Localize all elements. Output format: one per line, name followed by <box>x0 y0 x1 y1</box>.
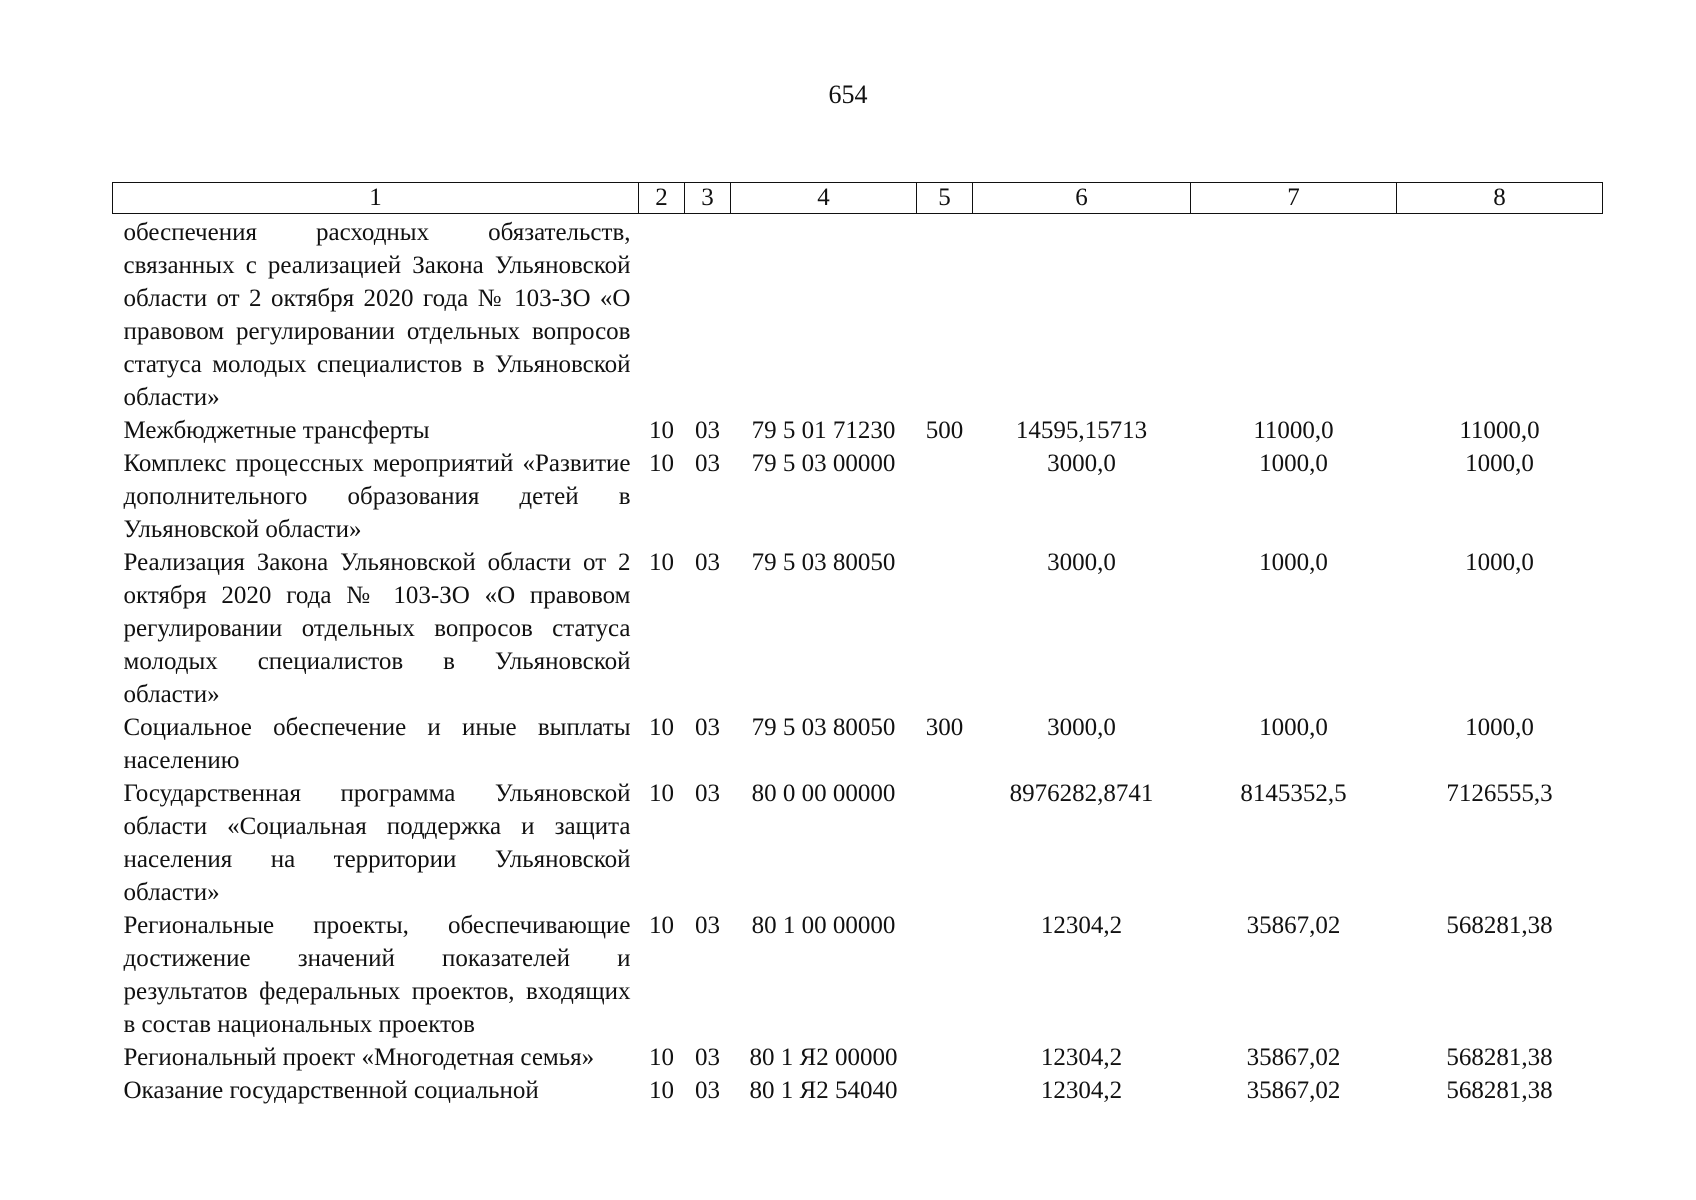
amount-col8-cell: 568281,38 <box>1446 1077 1553 1104</box>
amount-col6-cell: 14595,15713 <box>1015 417 1148 444</box>
table-row <box>113 546 1603 711</box>
row-name-cell: Региональный проект «Многодетная семья» <box>123 1044 595 1071</box>
subsection-code-cell: 03 <box>695 912 720 939</box>
table-row <box>113 447 1603 546</box>
amount-col8-cell <box>1397 214 1603 415</box>
column-header-5: 5 <box>917 183 973 214</box>
target-article-cell: 79 5 03 00000 <box>751 450 896 477</box>
amount-col8-cell: 1000,0 <box>1465 450 1534 477</box>
amount-col7-cell: 35867,02 <box>1246 1077 1341 1104</box>
subsection-code-cell: 03 <box>695 450 720 477</box>
section-code-cell: 10 <box>649 549 674 576</box>
table-header-row <box>113 183 1603 214</box>
subsection-code-cell <box>685 214 731 415</box>
amount-col6-cell: 3000,0 <box>1047 450 1116 477</box>
subsection-code-cell: 03 <box>695 780 720 807</box>
amount-col7-cell <box>1191 214 1397 415</box>
table-row <box>113 214 1603 415</box>
expense-type-cell: 500 <box>925 417 964 444</box>
column-header-2: 2 <box>639 183 685 214</box>
amount-col8-cell: 1000,0 <box>1465 549 1534 576</box>
section-code-cell: 10 <box>649 714 674 741</box>
column-header-4: 4 <box>731 183 917 214</box>
amount-col7-cell: 35867,02 <box>1246 1044 1341 1071</box>
section-code-cell: 10 <box>649 912 674 939</box>
section-code-cell: 10 <box>649 1044 674 1071</box>
subsection-code-cell: 03 <box>695 1077 720 1104</box>
column-header-7: 7 <box>1191 183 1397 214</box>
target-article-cell: 80 0 00 00000 <box>751 780 896 807</box>
amount-col6-cell: 12304,2 <box>1040 1044 1123 1071</box>
column-header-3: 3 <box>685 183 731 214</box>
row-name-cell: Социальное обеспечение и иные выплаты населению <box>123 714 631 774</box>
amount-col7-cell: 1000,0 <box>1259 450 1328 477</box>
table-body <box>113 214 1603 1108</box>
expense-type-cell <box>917 546 973 711</box>
target-article-cell: 80 1 Я2 54040 <box>749 1077 898 1104</box>
amount-col7-cell: 11000,0 <box>1253 417 1334 444</box>
budget-table <box>112 182 1603 1107</box>
expense-type-cell <box>917 1074 973 1107</box>
target-article-cell: 80 1 00 00000 <box>751 912 896 939</box>
amount-col8-cell: 568281,38 <box>1446 1044 1553 1071</box>
row-name-cell: Межбюджетные трансферты <box>123 417 430 444</box>
section-code-cell: 10 <box>649 1077 674 1104</box>
expense-type-cell: 300 <box>925 714 964 741</box>
expense-type-cell <box>917 909 973 1041</box>
amount-col8-cell: 11000,0 <box>1459 417 1540 444</box>
column-header-8: 8 <box>1397 183 1603 214</box>
expense-type-cell <box>917 1041 973 1074</box>
table-row <box>113 1041 1603 1074</box>
amount-col7-cell: 1000,0 <box>1259 549 1328 576</box>
section-code-cell: 10 <box>649 450 674 477</box>
section-code-cell: 10 <box>649 417 674 444</box>
expense-type-cell <box>917 777 973 909</box>
section-code-cell <box>639 214 685 415</box>
table-row <box>113 777 1603 909</box>
subsection-code-cell: 03 <box>695 549 720 576</box>
amount-col6-cell: 3000,0 <box>1047 549 1116 576</box>
section-code-cell: 10 <box>649 780 674 807</box>
table-row <box>113 909 1603 1041</box>
column-header-6: 6 <box>973 183 1191 214</box>
subsection-code-cell: 03 <box>695 417 720 444</box>
amount-col6-cell: 3000,0 <box>1047 714 1116 741</box>
amount-col8-cell: 1000,0 <box>1465 714 1534 741</box>
target-article-cell: 79 5 03 80050 <box>751 714 896 741</box>
subsection-code-cell: 03 <box>695 714 720 741</box>
amount-col7-cell: 1000,0 <box>1259 714 1328 741</box>
expense-type-cell <box>917 214 973 415</box>
amount-col6-cell <box>973 214 1191 415</box>
amount-col8-cell: 568281,38 <box>1446 912 1553 939</box>
amount-col7-cell: 35867,02 <box>1246 912 1341 939</box>
amount-col7-cell: 8145352,5 <box>1240 780 1347 807</box>
row-name-cell: Оказание государственной социальной <box>123 1077 539 1104</box>
target-article-cell: 80 1 Я2 00000 <box>749 1044 898 1071</box>
target-article-cell: 79 5 01 71230 <box>751 417 896 444</box>
table-row <box>113 711 1603 777</box>
target-article-cell: 79 5 03 80050 <box>751 549 896 576</box>
subsection-code-cell: 03 <box>695 1044 720 1071</box>
row-name-cell: Региональные проекты, обеспечивающие достижение значений показателей и результатов федеральных проектов, входящих в состав национальных проектов <box>123 912 631 1038</box>
row-name-cell: Комплекс процессных мероприятий «Развитие дополнительного образования детей в Ульяновской области» <box>123 450 631 543</box>
amount-col8-cell: 7126555,3 <box>1446 780 1553 807</box>
page-number: 654 <box>828 80 868 109</box>
expense-type-cell <box>917 447 973 546</box>
table-row <box>113 1074 1603 1107</box>
amount-col6-cell: 8976282,8741 <box>1009 780 1154 807</box>
amount-col6-cell: 12304,2 <box>1040 912 1123 939</box>
column-header-1: 1 <box>113 183 639 214</box>
row-name-cell: Реализация Закона Ульяновской области от 2 октября 2020 года № 103-ЗО «О правовом регулировании отдельных вопросов статуса молодых специалистов в Ульяновской области» <box>123 549 631 708</box>
table-row <box>113 414 1603 447</box>
amount-col6-cell: 12304,2 <box>1040 1077 1123 1104</box>
target-article-cell <box>731 214 917 415</box>
row-name-cell: обеспечения расходных обязательств, связанных с реализацией Закона Ульяновской области от 2 октября 2020 года № 103-ЗО «О правовом регулировании отдельных вопросов статуса молодых специалистов в Ульяновской области» <box>123 219 631 411</box>
row-name-cell: Государственная программа Ульяновской области «Социальная поддержка и защита населения на территории Ульяновской области» <box>123 780 631 906</box>
